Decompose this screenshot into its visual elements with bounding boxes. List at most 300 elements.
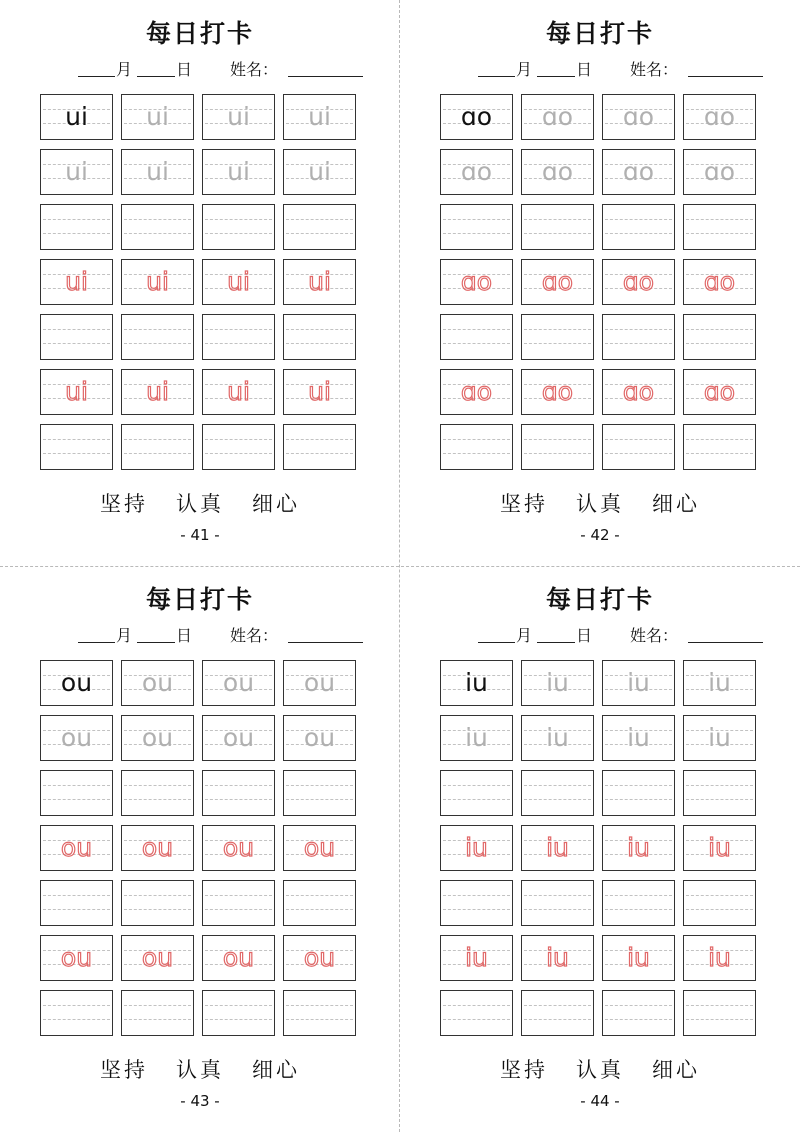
writing-cell[interactable] [683,204,756,250]
dotted-trace-letters: ui [146,267,169,296]
trace-letters: ui [65,157,88,186]
guide-line [605,785,672,786]
dotted-trace-letters: ɑo [460,377,493,406]
guide-line [686,329,753,330]
guide-line [43,329,110,330]
writing-cell[interactable] [683,825,756,871]
month-label: 月 [116,60,133,79]
guide-line [286,233,353,234]
writing-cell[interactable] [683,935,756,981]
dotted-trace-letters: ou [60,943,93,972]
writing-cell[interactable] [40,880,113,926]
writing-cell[interactable] [202,259,275,305]
writing-cell[interactable] [683,770,756,816]
writing-cell[interactable] [202,715,275,761]
guide-line [524,785,591,786]
writing-cell[interactable] [521,149,594,195]
writing-cell[interactable] [283,369,356,415]
writing-cell[interactable] [202,94,275,140]
name-blank[interactable] [288,642,363,643]
writing-cell[interactable] [202,660,275,706]
writing-cell[interactable] [521,660,594,706]
writing-cell[interactable] [121,990,194,1036]
writing-cell[interactable] [521,880,594,926]
month-blank[interactable] [478,76,515,77]
writing-cell[interactable] [283,424,356,470]
guide-line [43,799,110,800]
guide-line [686,799,753,800]
writing-cell[interactable] [40,259,113,305]
worksheet-page [400,566,800,1132]
grid-row [40,825,360,873]
trace-letters: iu [627,723,650,752]
guide-line [205,1005,272,1006]
model-letters: iu [465,668,488,697]
writing-cell[interactable] [283,715,356,761]
writing-cell[interactable] [602,204,675,250]
guide-line [443,1019,510,1020]
writing-cell[interactable] [121,825,194,871]
guide-line [605,1019,672,1020]
dotted-trace-letters: ui [146,377,169,406]
dotted-trace-letters: ou [303,943,336,972]
trace-letters: ui [146,157,169,186]
writing-cell[interactable] [521,94,594,140]
dotted-trace-letters: iu [546,833,569,862]
guide-line [524,453,591,454]
writing-cell[interactable] [521,259,594,305]
writing-cell[interactable] [440,880,513,926]
guide-line [205,439,272,440]
grid-row [40,990,360,1038]
writing-cell[interactable] [121,259,194,305]
guide-line [686,1005,753,1006]
writing-cell[interactable] [202,369,275,415]
writing-cell[interactable] [121,715,194,761]
guide-line [43,233,110,234]
writing-cell[interactable] [202,770,275,816]
writing-cell[interactable] [440,259,513,305]
dotted-trace-letters: ɑo [622,267,655,296]
guide-line [524,799,591,800]
writing-cell[interactable] [521,990,594,1036]
guide-line [443,233,510,234]
trace-letters: ui [308,102,331,131]
motto-word: 认真 [576,1058,624,1082]
writing-cell[interactable] [121,880,194,926]
trace-letters: ɑo [622,102,655,131]
writing-cell[interactable] [602,935,675,981]
guide-line [524,233,591,234]
grid-row [440,825,760,873]
writing-cell[interactable] [683,94,756,140]
trace-letters: ɑo [460,157,493,186]
writing-cell[interactable] [40,94,113,140]
writing-cell[interactable] [283,259,356,305]
writing-cell[interactable] [440,715,513,761]
day-blank[interactable] [137,76,175,77]
writing-cell[interactable] [121,935,194,981]
writing-cell[interactable] [602,715,675,761]
dotted-trace-letters: iu [708,943,731,972]
dotted-trace-letters: ɑo [622,377,655,406]
day-label: 日 [576,626,593,645]
model-letters: ui [65,102,88,131]
writing-cell[interactable] [440,369,513,415]
dotted-trace-letters: ɑo [703,377,736,406]
grid-row [440,314,760,362]
writing-cell[interactable] [121,204,194,250]
writing-cell[interactable] [440,314,513,360]
guide-line [124,453,191,454]
writing-cell[interactable] [202,990,275,1036]
writing-cell[interactable] [440,149,513,195]
motto-word: 坚持 [100,492,148,516]
dotted-trace-letters: ui [227,377,250,406]
writing-cell[interactable] [683,990,756,1036]
date-name-line [400,60,800,82]
grid-row [40,770,360,818]
writing-cell[interactable] [283,990,356,1036]
writing-cell[interactable] [683,715,756,761]
guide-line [205,909,272,910]
page-number: - 44 - [580,1092,620,1110]
writing-cell[interactable] [40,369,113,415]
writing-cell[interactable] [440,660,513,706]
guide-line [124,343,191,344]
grid-row [440,660,760,708]
writing-cell[interactable] [40,770,113,816]
guide-line [605,219,672,220]
writing-cell[interactable] [440,825,513,871]
dotted-trace-letters: ɑo [541,267,574,296]
motto-word: 细心 [652,1058,700,1082]
guide-line [124,439,191,440]
trace-letters: ou [141,668,174,697]
writing-cell[interactable] [283,880,356,926]
writing-cell[interactable] [283,825,356,871]
writing-cell[interactable] [202,314,275,360]
writing-cell[interactable] [602,149,675,195]
guide-line [524,343,591,344]
writing-cell[interactable] [521,825,594,871]
guide-line [205,343,272,344]
grid-row [440,94,760,142]
grid-row [40,880,360,928]
guide-line [286,895,353,896]
guide-line [205,1019,272,1020]
writing-cell[interactable] [602,314,675,360]
trace-letters: ui [308,157,331,186]
dotted-trace-letters: ui [65,267,88,296]
guide-line [43,909,110,910]
writing-cell[interactable] [40,660,113,706]
trace-letters: iu [708,668,731,697]
page-title: 每日打卡 [145,19,254,48]
writing-cell[interactable] [602,880,675,926]
writing-cell[interactable] [40,314,113,360]
month-blank[interactable] [78,642,115,643]
grid-row [440,204,760,252]
guide-line [124,1005,191,1006]
grid-row [40,715,360,763]
writing-cell[interactable] [440,204,513,250]
trace-letters: ou [303,723,336,752]
guide-line [43,453,110,454]
writing-cell[interactable] [202,149,275,195]
writing-cell[interactable] [40,715,113,761]
writing-cell[interactable] [440,770,513,816]
grid-row [440,369,760,417]
motto [0,488,400,518]
writing-cell[interactable] [202,424,275,470]
guide-line [524,1019,591,1020]
trace-letters: ui [227,102,250,131]
dotted-trace-letters: ou [60,833,93,862]
page-number: - 42 - [580,526,620,544]
guide-line [686,1019,753,1020]
page-title: 每日打卡 [545,585,654,614]
writing-cell[interactable] [202,935,275,981]
writing-cell[interactable] [440,990,513,1036]
trace-letters: ou [303,668,336,697]
page-title: 每日打卡 [545,19,654,48]
guide-line [686,233,753,234]
writing-cell[interactable] [283,935,356,981]
writing-cell[interactable] [683,880,756,926]
dotted-trace-letters: ou [222,833,255,862]
guide-line [605,439,672,440]
trace-letters: ou [222,723,255,752]
guide-line [124,329,191,330]
writing-cell[interactable] [521,935,594,981]
guide-line [605,1005,672,1006]
guide-line [686,785,753,786]
writing-cell[interactable] [121,770,194,816]
guide-line [124,895,191,896]
writing-cell[interactable] [521,314,594,360]
motto [0,1054,400,1084]
writing-cell[interactable] [283,314,356,360]
motto-word: 坚持 [500,492,548,516]
day-blank[interactable] [537,642,575,643]
guide-line [43,343,110,344]
dotted-trace-letters: ui [65,377,88,406]
motto-word: 坚持 [500,1058,548,1082]
trace-letters: ou [141,723,174,752]
writing-cell[interactable] [121,149,194,195]
writing-cell[interactable] [283,94,356,140]
dotted-trace-letters: ou [303,833,336,862]
writing-cell[interactable] [40,424,113,470]
guide-line [205,453,272,454]
writing-cell[interactable] [202,204,275,250]
guide-line [524,909,591,910]
writing-cell[interactable] [283,660,356,706]
guide-line [443,1005,510,1006]
writing-cell[interactable] [683,369,756,415]
guide-line [443,343,510,344]
guide-line [605,343,672,344]
writing-cell[interactable] [40,990,113,1036]
writing-cell[interactable] [602,94,675,140]
grid-row [40,94,360,142]
grid-row [440,149,760,197]
motto-word: 细心 [252,492,300,516]
writing-cell[interactable] [602,990,675,1036]
guide-line [443,785,510,786]
writing-cell[interactable] [521,204,594,250]
guide-line [605,909,672,910]
guide-line [605,233,672,234]
grid-row [40,149,360,197]
guide-line [286,1005,353,1006]
dotted-trace-letters: ou [141,833,174,862]
month-label: 月 [516,626,533,645]
date-name-line [400,626,800,648]
guide-line [43,895,110,896]
dotted-trace-letters: ɑo [460,267,493,296]
writing-cell[interactable] [283,149,356,195]
dotted-trace-letters: ui [308,377,331,406]
writing-cell[interactable] [283,770,356,816]
grid-row [440,935,760,983]
guide-line [443,799,510,800]
writing-cell[interactable] [121,94,194,140]
writing-cell[interactable] [521,770,594,816]
guide-line [686,343,753,344]
guide-line [286,785,353,786]
writing-cell[interactable] [602,369,675,415]
day-label: 日 [176,60,193,79]
dotted-trace-letters: iu [465,943,488,972]
writing-cell[interactable] [440,935,513,981]
grid-row [40,424,360,472]
guide-line [443,453,510,454]
trace-letters: ou [60,723,93,752]
writing-cell[interactable] [121,424,194,470]
writing-cell[interactable] [440,424,513,470]
writing-cell[interactable] [602,660,675,706]
page-number: - 41 - [180,526,220,544]
writing-cell[interactable] [283,204,356,250]
name-blank[interactable] [688,642,763,643]
grid-row [440,715,760,763]
writing-cell[interactable] [683,314,756,360]
guide-line [686,909,753,910]
writing-cell[interactable] [602,424,675,470]
writing-cell[interactable] [683,424,756,470]
motto-word: 细心 [652,492,700,516]
writing-cell[interactable] [521,424,594,470]
writing-cell[interactable] [40,935,113,981]
guide-line [686,219,753,220]
guide-line [205,329,272,330]
guide-line [443,909,510,910]
writing-cell[interactable] [440,94,513,140]
writing-cell[interactable] [121,369,194,415]
worksheet-page [400,0,800,566]
writing-cell[interactable] [683,149,756,195]
day-label: 日 [176,626,193,645]
month-blank[interactable] [478,642,515,643]
writing-cell[interactable] [683,259,756,305]
guide-line [43,219,110,220]
name-blank[interactable] [288,76,363,77]
dotted-trace-letters: iu [627,833,650,862]
guide-line [524,1005,591,1006]
grid-row [40,935,360,983]
grid-row [40,369,360,417]
date-name-line [0,626,400,648]
grid-row [440,770,760,818]
motto-word: 认真 [176,1058,224,1082]
guide-line [286,1019,353,1020]
day-blank[interactable] [137,642,175,643]
guide-line [286,439,353,440]
dotted-trace-letters: ui [227,267,250,296]
day-label: 日 [576,60,593,79]
guide-line [124,785,191,786]
writing-cell[interactable] [602,770,675,816]
writing-cell[interactable] [202,825,275,871]
grid-row [40,660,360,708]
motto [400,1054,800,1084]
guide-line [605,453,672,454]
trace-letters: ou [222,668,255,697]
name-label: 姓名： [230,626,279,645]
guide-line [286,343,353,344]
writing-cell[interactable] [40,149,113,195]
writing-cell[interactable] [602,259,675,305]
guide-line [205,219,272,220]
writing-cell[interactable] [683,660,756,706]
guide-line [43,785,110,786]
writing-cell[interactable] [40,825,113,871]
writing-cell[interactable] [202,880,275,926]
dotted-trace-letters: ui [308,267,331,296]
grid-row [440,424,760,472]
writing-cell[interactable] [602,825,675,871]
guide-line [605,329,672,330]
trace-letters: ɑo [703,102,736,131]
guide-line [524,895,591,896]
grid-row [440,880,760,928]
name-blank[interactable] [688,76,763,77]
dotted-trace-letters: iu [546,943,569,972]
writing-cell[interactable] [121,314,194,360]
guide-line [286,219,353,220]
month-label: 月 [116,626,133,645]
writing-cell[interactable] [40,204,113,250]
month-blank[interactable] [78,76,115,77]
guide-line [686,895,753,896]
guide-line [43,1019,110,1020]
guide-line [205,799,272,800]
writing-cell[interactable] [121,660,194,706]
trace-letters: ui [146,102,169,131]
guide-line [205,895,272,896]
guide-line [524,329,591,330]
guide-line [124,233,191,234]
day-blank[interactable] [537,76,575,77]
page-number: - 43 - [180,1092,220,1110]
page-title: 每日打卡 [145,585,254,614]
writing-cell[interactable] [521,369,594,415]
dotted-trace-letters: ou [222,943,255,972]
guide-line [605,799,672,800]
writing-cell[interactable] [521,715,594,761]
